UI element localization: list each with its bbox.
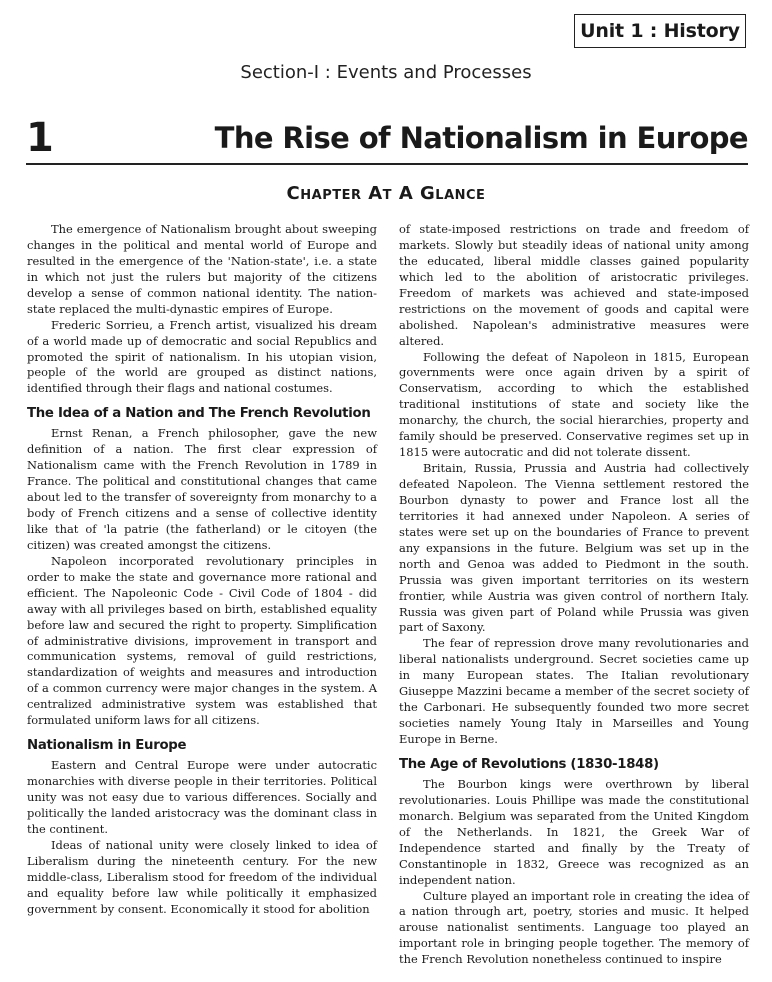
paragraph: Following the defeat of Napoleon in 1815, European governments were once again driven by a spirit of Conservatism, according to which the established traditional institutions of state and society like the monarchy, the church, the social hierarchies, property and family should be preserved. Conservative regimes set up in 1815 were autocratic and did not tolerate dissent. [399,349,749,460]
subheading-idea-of-nation: The Idea of a Nation and The French Revolution [27,406,371,422]
paragraph: Culture played an important role in creating the idea of a nation through art, poetry, stories and music. It helped arouse nationalist sentiments. Language too played an important role in bringing people together. The memory of the French Revolution nonetheless continued to inspire [399,888,749,967]
title-divider [26,163,748,165]
paragraph: The emergence of Nationalism brought about sweeping changes in the political and mental world of Europe and resulted in the emergence of the 'Nation-state', i.e. a state in which not just the rulers but majority of the citizens develop a sense of common national identity. The nation-state replaced the multi-dynastic empires of Europe. [27,222,377,316]
paragraph: The fear of repression drove many revolutionaries and liberal nationalists underground. Secret societies came up in many European states. The Italian revolutionary Giuseppe Mazzini became a member of the secret society of the Carbonari. He subsequently founded two more secret societies namely Young Italy in Marseilles and Young Europe in Berne. [399,636,749,746]
paragraph: Frederic Sorrieu, a French artist, visualized his dream of a world made up of democratic and social Republics and promoted the spirit of nationalism. In his utopian vision, people of the world are grouped as distinct nations, identified through their flags and national costumes. [27,317,377,396]
paragraph: Ideas of national unity were closely linked to idea of Liberalism during the nineteenth century. For the new middle-class, Liberalism stood for freedom of the individual and equality before law while politically it emphasized government by consent. Economically it stood for abolition [27,837,377,916]
paragraph: Britain, Russia, Prussia and Austria had collectively defeated Napoleon. The Vienna settlement restored the Bourbon dynasty to power and France lost all the territories it had annexed under Napoleon. A series of states were set up on the boundaries of France to prevent any expansions in the future. Belgium was set up in the north and Genoa was added to Piedmont in the south. Prussia was given important territories on its western frontier, while Austria was given control of northern Italy. Russia was given part of Poland while Prussia was given part of Saxony. [399,461,749,635]
left-column [27,222,377,918]
subheading-nationalism-in-europe: Nationalism in Europe [27,738,187,754]
chapter-at-a-glance-heading: Chapter At A Glance [286,183,486,204]
section-heading: Section-I : Events and Processes [240,62,532,83]
chapter-title: The Rise of Nationalism in Europe [214,121,748,155]
unit-label-box [574,14,746,48]
chapter-number: 1 [26,115,54,161]
paragraph: Napoleon incorporated revolutionary principles in order to make the state and governance more rational and efficient. The Napoleonic Code - Civil Code of 1804 - did away with all privileges based on birth, established equality before law and secured the right to property. Simplification of administrative divisions, improvement in transport and communication systems, removal of guild restrictions, standardization of weights and measures and introduction of a common currency were major changes in the system. A centralized administrative system was established that formulated uniform laws for all citizens. [27,553,377,728]
unit-label: Unit 1 : History [580,20,740,42]
right-column [399,222,749,968]
paragraph: Ernst Renan, a French philosopher, gave the new definition of a nation. The first clear expression of Nationalism came with the French Revolution in 1789 in France. The political and constitutional changes that came about led to the transfer of sovereignty from monarchy to a body of French citizens and a sense of collective identity like that of 'la patrie (the fatherland) or le citoyen (the citizen) was created amongst the citizens. [27,426,377,552]
paragraph: The Bourbon kings were overthrown by liberal revolutionaries. Louis Phillipe was made the constitutional monarch. Belgium was separated from the United Kingdom of the Netherlands. In 1821, the Greek War of Independence started and finally by the Treaty of Constantinople in 1832, Greece was recognized as an independent nation. [399,776,749,887]
paragraph: Eastern and Central Europe were under autocratic monarchies with diverse people in their territories. Political unity was not easy due to various differences. Socially and politically the landed aristocracy was the dominant class in the continent. [27,758,377,836]
paragraph: of state-imposed restrictions on trade and freedom of markets. Slowly but steadily ideas of national unity among the educated, liberal middle classes gained popularity which led to the abolition of aristocratic privileges. Freedom of markets was achieved and state-imposed restrictions on the movement of goods and capital were abolished. Napolean's administrative measures were altered. [399,222,749,348]
subheading-age-of-revolutions: The Age of Revolutions (1830-1848) [399,756,659,772]
